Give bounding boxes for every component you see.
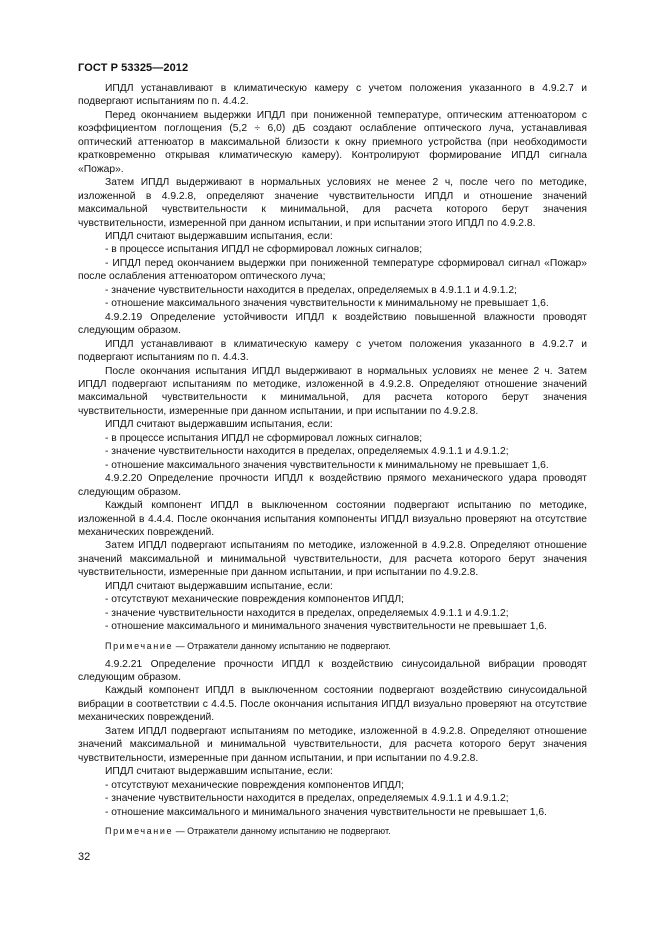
list-item: - ИПДЛ перед окончанием выдержки при пониженной температуре сформировал сигнал «Пожар» после ослабления аттенюатором оптического луча; — [78, 257, 587, 283]
paragraph: ИПДЛ считают выдержавшим испытание, если: — [105, 580, 333, 592]
list-item: - значение чувствительности находится в пределах, определяемых 4.9.1.1 и 4.9.1.2; — [105, 446, 509, 458]
paragraph: ИПДЛ устанавливают в климатическую камеру с учетом положения указанного в 4.9.2.7 и подвергают испытаниям по п. 4.4.3. — [78, 338, 587, 364]
paragraph: После окончания испытания ИПДЛ выдерживают в нормальных условиях не менее 2 ч. Затем ИПДЛ подвергают испытаниям по методике, изложенной в 4.9.2.8. Определяют отношение значений максимальной чувствительности к минимальной, для расчета которого берут значения чувствительности, измеренные при данном испытании, и при испытании по 4.9.2.8. — [78, 365, 587, 417]
note-text: — Отражатели данному испытанию не подвергают. — [175, 826, 391, 837]
section-paragraph: 4.9.2.20 Определение прочности ИПДЛ к воздействию прямого механического удара проводят следующим образом. — [78, 473, 587, 498]
section-paragraph: 4.9.2.19 Определение устойчивости ИПДЛ к воздействию повышенной влажности проводят следующим образом. — [78, 311, 587, 337]
list-item: - отсутствуют механические повреждения компонентов ИПДЛ; — [105, 779, 404, 791]
list-item: - значение чувствительности находится в пределах, определяемых в 4.9.1.1 и 4.9.1.2; — [105, 284, 517, 296]
paragraph: Затем ИПДЛ подвергают испытаниям по методике, изложенной в 4.9.2.8. Определяют отношение значений максимальной и минимальной чувствительности, для расчета которого берут значения чувствительности, измеренные при данном испытании, и при испытании по 4.9.2.8. — [78, 725, 587, 764]
list-item: - отсутствуют механические повреждения компонентов ИПДЛ; — [105, 594, 404, 606]
paragraph: Каждый компонент ИПДЛ в выключенном состоянии подвергают испытанию по методике, изложенной в 4.4.4. После окончания испытания компоненты ИПДЛ визуально проверяют на отсутствие механических повреждений. — [78, 500, 587, 538]
paragraph: ИПДЛ устанавливают в климатическую камеру с учетом положения указанного в 4.9.2.7 и подвергают испытаниям по п. 4.4.2. — [78, 83, 587, 108]
document-header: ГОСТ Р 53325—2012 — [78, 62, 189, 74]
note-label: Примечание — [105, 826, 174, 837]
list-item: - отношение максимального и минимального значения чувствительности не превышает 1,6. — [105, 806, 547, 818]
document-body — [78, 82, 587, 843]
note — [78, 640, 587, 652]
paragraph: Затем ИПДЛ выдерживают в нормальных условиях не менее 2 ч, после чего по методике, изложенной в 4.9.2.8, определяют значение чувствительности ИПДЛ и отношение значений максимальной чувствительности к минимальной, для расчета которого берут значения чувствительности, измеренной при данном испытании, и при испытании этого ИПДЛ по 4.9.2.8. — [78, 177, 587, 229]
list-item: - значение чувствительности находится в пределах, определяемых 4.9.1.1 и 4.9.1.2; — [105, 793, 509, 805]
list-item: - в процессе испытания ИПДЛ не сформировал ложных сигналов; — [105, 432, 423, 444]
list-item: - отношение максимального и минимального значения чувствительности не превышает 1,6. — [105, 621, 547, 633]
note-text: — Отражатели данному испытанию не подвергают. — [175, 640, 391, 651]
list-item: - значение чувствительности находится в пределах, определяемых 4.9.1.1 и 4.9.1.2; — [105, 607, 509, 619]
paragraph: Каждый компонент ИПДЛ в выключенном состоянии подвергают воздействию синусоидальной вибрации в соответствии с 4.4.5. После окончания испытания ИПДЛ визуально проверяют на отсутствие механических повреждений. — [78, 685, 587, 724]
paragraph: ИПДЛ считают выдержавшим испытания, если: — [105, 419, 333, 431]
page-number: 32 — [78, 851, 91, 863]
list-item: - отношение максимального значения чувствительности к минимальному не превышает 1,6. — [105, 459, 549, 471]
paragraph: ИПДЛ считают выдержавшим испытание, если: — [105, 766, 333, 778]
list-item: - в процессе испытания ИПДЛ не сформировал ложных сигналов; — [105, 244, 423, 256]
paragraph: ИПДЛ считают выдержавшим испытания, если: — [105, 230, 333, 242]
list-item: - отношение максимального значения чувствительности к минимальному не превышает 1,6. — [105, 298, 549, 310]
note — [78, 825, 587, 837]
note-label: Примечание — [105, 640, 174, 651]
paragraph: Перед окончанием выдержки ИПДЛ при пониженной температуре, оптическим аттенюатором с коэффициентом поглощения (5,2 ÷ 6,0) дБ создают ослабление оптического луча, устанавливая оптический аттенюатор в максимальной близости к окну приемного устройства (при необходимости кратковременно открывая климатическую камеру). Контролируют формирование ИПДЛ сигнала «Пожар». — [78, 109, 587, 175]
paragraph: Затем ИПДЛ подвергают испытаниям по методике, изложенной в 4.9.2.8. Определяют отношение значений максимальной и минимальной чувствительности, для расчета которого берут значения чувствительности, измеренные при данном испытании, и при испытании по 4.9.2.8. — [78, 540, 587, 579]
section-paragraph: 4.9.2.21 Определение прочности ИПДЛ к воздействию синусоидальной вибрации проводят следующим образом. — [78, 658, 587, 684]
